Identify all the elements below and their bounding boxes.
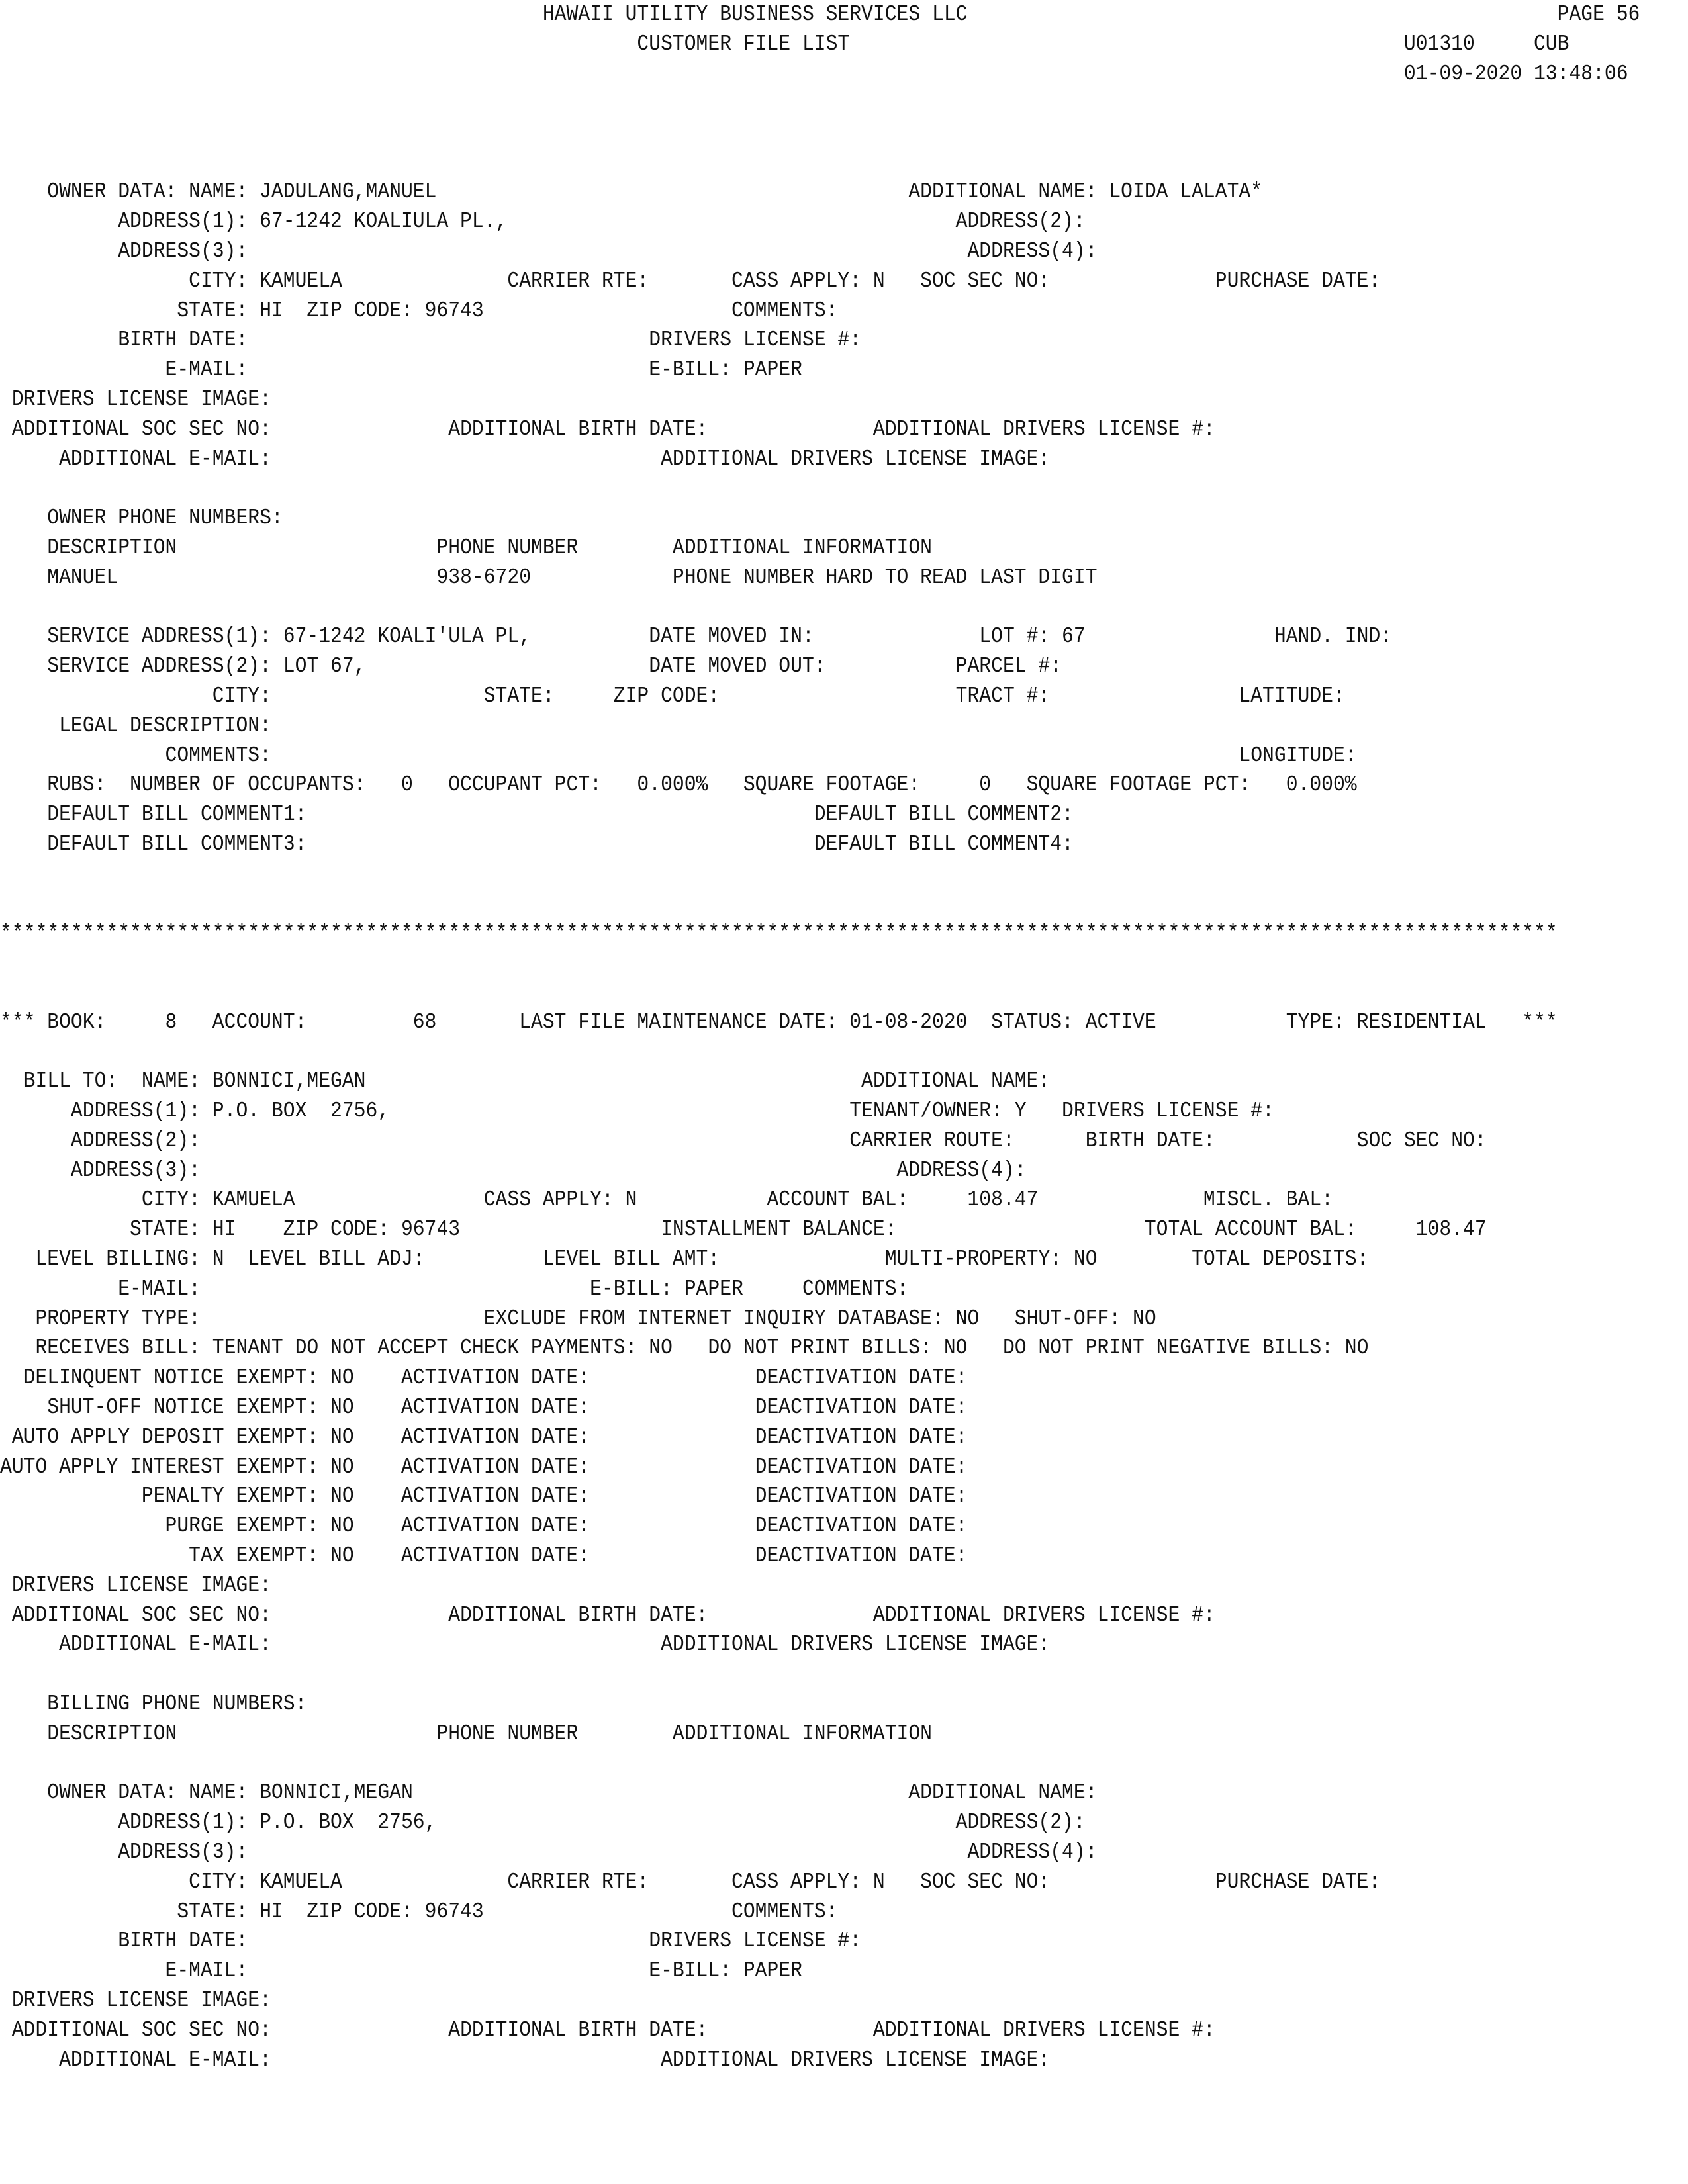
report-line: AUTO APPLY DEPOSIT EXEMPT: NO ACTIVATION DATE: DEACTIVATION DATE:: [0, 1424, 968, 1449]
report-line: ADDITIONAL SOC SEC NO: ADDITIONAL BIRTH DATE: ADDITIONAL DRIVERS LICENSE #:: [0, 416, 1215, 441]
report-line: ADDITIONAL E-MAIL: ADDITIONAL DRIVERS LICENSE IMAGE:: [0, 1632, 1051, 1657]
report-line: SERVICE ADDRESS(2): LOT 67, DATE MOVED OUT: PARCEL #:: [0, 654, 1062, 679]
report-line: AUTO APPLY INTEREST EXEMPT: NO ACTIVATION DATE: DEACTIVATION DATE:: [0, 1454, 968, 1479]
report-line: COMMENTS: LONGITUDE:: [0, 743, 1357, 768]
report-line: TAX EXEMPT: NO ACTIVATION DATE: DEACTIVATION DATE:: [0, 1543, 968, 1569]
report-line: OWNER DATA: NAME: BONNICI,MEGAN ADDITIONAL NAME:: [0, 1780, 1098, 1805]
report-line: BIRTH DATE: DRIVERS LICENSE #:: [0, 1929, 862, 1954]
report-line: *** BOOK: 8 ACCOUNT: 68 LAST FILE MAINTENANCE DATE: 01-08-2020 STATUS: ACTIVE TYPE: RESIDENTIAL ***: [0, 1009, 1558, 1034]
report-line: DELINQUENT NOTICE EXEMPT: NO ACTIVATION DATE: DEACTIVATION DATE:: [0, 1365, 968, 1390]
report-line: ************************************************************************************************************************************: [0, 921, 1558, 946]
report-line: OWNER PHONE NUMBERS:: [0, 506, 283, 531]
report-line: ADDITIONAL E-MAIL: ADDITIONAL DRIVERS LICENSE IMAGE:: [0, 2047, 1051, 2072]
report-line: DRIVERS LICENSE IMAGE:: [0, 1988, 271, 2013]
header-line: 01-09-2020 13:48:06: [0, 61, 1628, 86]
report-line: CITY: KAMUELA CASS APPLY: N ACCOUNT BAL: 108.47 MISCL. BAL:: [0, 1187, 1333, 1212]
report-line: ADDITIONAL SOC SEC NO: ADDITIONAL BIRTH DATE: ADDITIONAL DRIVERS LICENSE #:: [0, 1602, 1215, 1627]
report-line: STATE: HI ZIP CODE: 96743 COMMENTS:: [0, 298, 838, 323]
report-line: STATE: HI ZIP CODE: 96743 INSTALLMENT BALANCE: TOTAL ACCOUNT BAL: 108.47: [0, 1217, 1487, 1242]
report-line: PROPERTY TYPE: EXCLUDE FROM INTERNET INQUIRY DATABASE: NO SHUT-OFF: NO: [0, 1306, 1156, 1331]
report-line: ADDRESS(1): P.O. BOX 2756, TENANT/OWNER: Y DRIVERS LICENSE #:: [0, 1099, 1274, 1124]
report-line: ADDRESS(2): CARRIER ROUTE: BIRTH DATE: SOC SEC NO:: [0, 1128, 1487, 1153]
report-line: ADDRESS(1): P.O. BOX 2756, ADDRESS(2):: [0, 1810, 1086, 1835]
report-line: OWNER DATA: NAME: JADULANG,MANUEL ADDITIONAL NAME: LOIDA LALATA*: [0, 179, 1263, 205]
report-line: ADDRESS(1): 67-1242 KOALIULA PL., ADDRESS(2):: [0, 209, 1086, 234]
header-line: CUSTOMER FILE LIST U01310 CUB: [0, 31, 1570, 56]
report-line: SHUT-OFF NOTICE EXEMPT: NO ACTIVATION DATE: DEACTIVATION DATE:: [0, 1395, 968, 1420]
report-line: BIRTH DATE: DRIVERS LICENSE #:: [0, 328, 862, 353]
report-line: PURGE EXEMPT: NO ACTIVATION DATE: DEACTIVATION DATE:: [0, 1514, 968, 1539]
report-line: E-MAIL: E-BILL: PAPER: [0, 357, 802, 383]
report-line: DRIVERS LICENSE IMAGE:: [0, 387, 271, 412]
report-line: E-MAIL: E-BILL: PAPER: [0, 1958, 802, 1983]
report-line: SERVICE ADDRESS(1): 67-1242 KOALI'ULA PL, DATE MOVED IN: LOT #: 67 HAND. IND:: [0, 624, 1393, 649]
report-line: CITY: STATE: ZIP CODE: TRACT #: LATITUDE:: [0, 683, 1345, 708]
report-line: ADDRESS(3): ADDRESS(4):: [0, 1158, 1027, 1183]
report-line: BILLING PHONE NUMBERS:: [0, 1692, 307, 1717]
report-line: DESCRIPTION PHONE NUMBER ADDITIONAL INFORMATION: [0, 1721, 933, 1746]
report-line: DEFAULT BILL COMMENT1: DEFAULT BILL COMMENT2:: [0, 802, 1074, 827]
report-line: LEVEL BILLING: N LEVEL BILL ADJ: LEVEL BILL AMT: MULTI-PROPERTY: NO TOTAL DEPOSITS:: [0, 1247, 1369, 1272]
report-line: DEFAULT BILL COMMENT3: DEFAULT BILL COMMENT4:: [0, 831, 1074, 856]
report-line: ADDRESS(3): ADDRESS(4):: [0, 238, 1098, 263]
report-line: MANUEL 938-6720 PHONE NUMBER HARD TO READ LAST DIGIT: [0, 565, 1098, 590]
report-line: DRIVERS LICENSE IMAGE:: [0, 1572, 271, 1598]
report-line: DESCRIPTION PHONE NUMBER ADDITIONAL INFORMATION: [0, 535, 933, 560]
report-line: RECEIVES BILL: TENANT DO NOT ACCEPT CHECK PAYMENTS: NO DO NOT PRINT BILLS: NO DO NOT PRINT NEGATIVE BILLS: NO: [0, 1336, 1369, 1361]
report-line: STATE: HI ZIP CODE: 96743 COMMENTS:: [0, 1899, 838, 1924]
report-line: ADDITIONAL E-MAIL: ADDITIONAL DRIVERS LICENSE IMAGE:: [0, 446, 1051, 471]
report-line: ADDITIONAL SOC SEC NO: ADDITIONAL BIRTH DATE: ADDITIONAL DRIVERS LICENSE #:: [0, 2017, 1215, 2042]
report-line: ADDRESS(3): ADDRESS(4):: [0, 1840, 1098, 1865]
report-line: PENALTY EXEMPT: NO ACTIVATION DATE: DEACTIVATION DATE:: [0, 1484, 968, 1509]
header-line: HAWAII UTILITY BUSINESS SERVICES LLC PAGE 56: [0, 2, 1640, 26]
report-line: CITY: KAMUELA CARRIER RTE: CASS APPLY: N SOC SEC NO: PURCHASE DATE:: [0, 1869, 1381, 1894]
report-line: CITY: KAMUELA CARRIER RTE: CASS APPLY: N SOC SEC NO: PURCHASE DATE:: [0, 268, 1381, 293]
report-line: E-MAIL: E-BILL: PAPER COMMENTS:: [0, 1276, 909, 1301]
report-line: LEGAL DESCRIPTION:: [0, 713, 271, 738]
report-line: BILL TO: NAME: BONNICI,MEGAN ADDITIONAL NAME:: [0, 1069, 1051, 1094]
report-body: [0, 89, 1558, 2075]
report-header: [0, 0, 1640, 89]
report-line: RUBS: NUMBER OF OCCUPANTS: 0 OCCUPANT PCT: 0.000% SQUARE FOOTAGE: 0 SQUARE FOOTAGE PCT: 0.000%: [0, 772, 1357, 797]
